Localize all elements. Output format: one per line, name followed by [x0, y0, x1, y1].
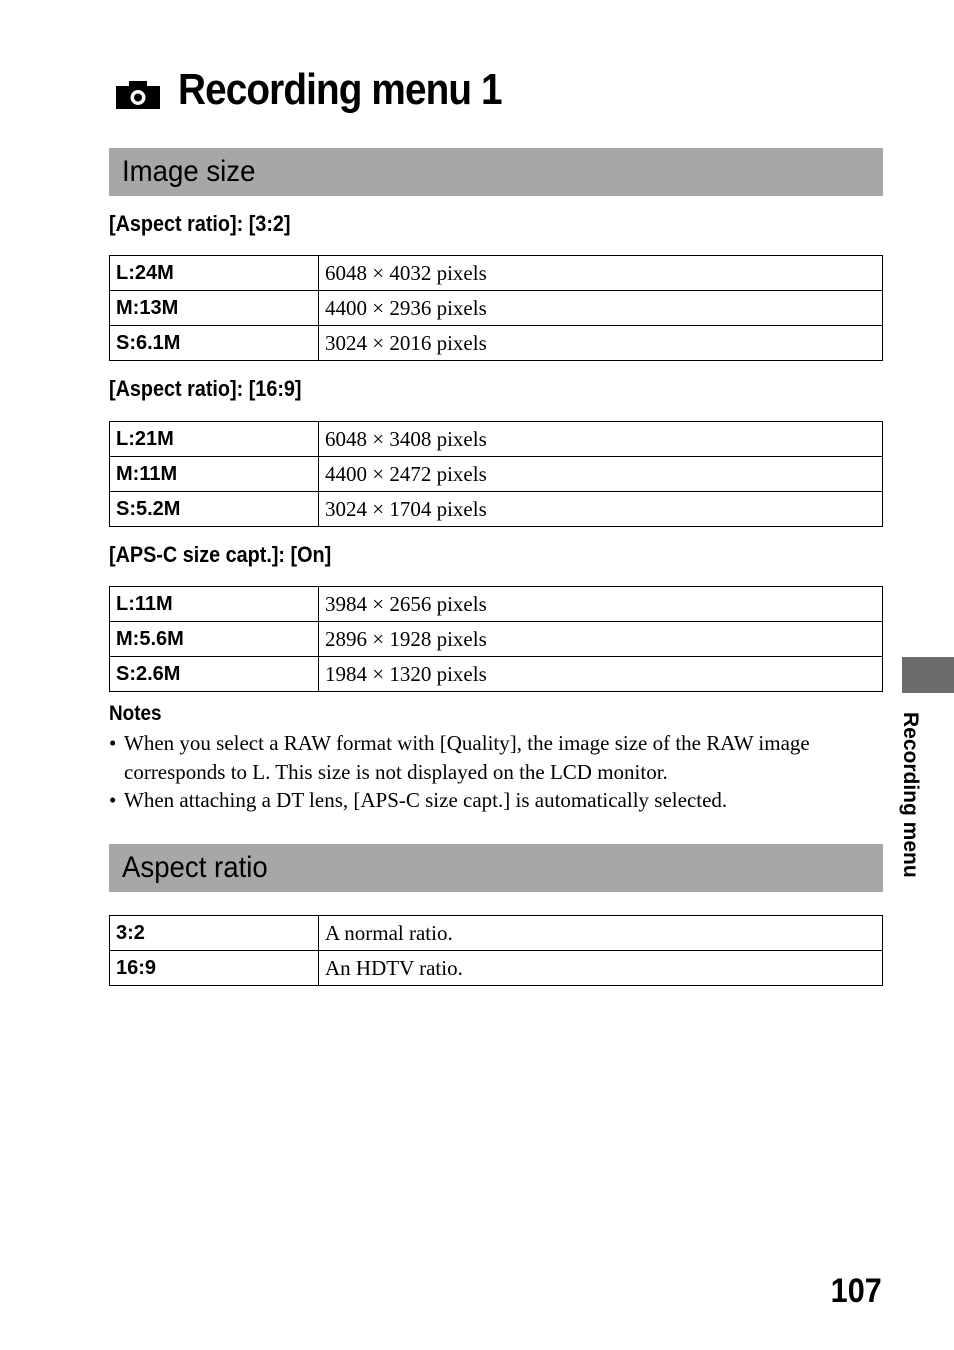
table-row — [110, 657, 883, 692]
ratio-value: A normal ratio. — [319, 916, 883, 951]
group-label: [Aspect ratio]: [3:2] — [109, 211, 291, 236]
table-row — [110, 951, 883, 986]
side-label-text: Recording menu — [899, 712, 922, 878]
table-row — [110, 256, 883, 291]
page-number: 107 — [830, 1272, 882, 1310]
notes-list — [109, 729, 869, 815]
size-key: S:2.6M — [110, 657, 319, 692]
size-value: 3024 × 2016 pixels — [319, 326, 883, 361]
group-label: [APS-C size capt.]: [On] — [109, 542, 332, 567]
size-key: M:5.6M — [110, 622, 319, 657]
table-row — [110, 587, 883, 622]
side-label — [896, 712, 922, 912]
ratio-value: An HDTV ratio. — [319, 951, 883, 986]
size-value: 2896 × 1928 pixels — [319, 622, 883, 657]
size-value: 3984 × 2656 pixels — [319, 587, 883, 622]
size-value: 6048 × 4032 pixels — [319, 256, 883, 291]
chapter-tab — [902, 657, 954, 693]
size-key: L:11M — [110, 587, 319, 622]
size-key: M:13M — [110, 291, 319, 326]
table-row — [110, 291, 883, 326]
camera-icon — [116, 79, 160, 109]
aspect-ratio-table — [109, 915, 883, 986]
ratio-key: 3:2 — [110, 916, 319, 951]
page-title: Recording menu 1 — [178, 65, 502, 114]
note-item: • When you select a RAW format with [Quality], the image size of the RAW image corresponds to L. This size is not displayed on the LCD monitor. — [109, 729, 869, 786]
size-key: L:24M — [110, 256, 319, 291]
notes-heading: Notes — [109, 702, 162, 725]
image-size-table-3-2 — [109, 255, 883, 361]
section-heading: Image size — [122, 155, 256, 188]
size-key: L:21M — [110, 422, 319, 457]
size-value: 4400 × 2936 pixels — [319, 291, 883, 326]
size-key: M:11M — [110, 457, 319, 492]
ratio-key: 16:9 — [110, 951, 319, 986]
image-size-table-aps-c — [109, 586, 883, 692]
table-row — [110, 916, 883, 951]
table-row — [110, 492, 883, 527]
page-title-row — [116, 62, 546, 118]
table-row — [110, 422, 883, 457]
table-row — [110, 457, 883, 492]
section-heading: Aspect ratio — [122, 851, 268, 884]
table-row — [110, 622, 883, 657]
size-value: 4400 × 2472 pixels — [319, 457, 883, 492]
size-value: 6048 × 3408 pixels — [319, 422, 883, 457]
size-key: S:6.1M — [110, 326, 319, 361]
size-key: S:5.2M — [110, 492, 319, 527]
table-row — [110, 326, 883, 361]
group-label: [Aspect ratio]: [16:9] — [109, 376, 302, 401]
section-bar-image-size — [109, 148, 883, 196]
section-bar-aspect-ratio — [109, 844, 883, 892]
image-size-table-16-9 — [109, 421, 883, 527]
note-item: • When attaching a DT lens, [APS-C size capt.] is automatically selected. — [109, 786, 869, 815]
size-value: 1984 × 1320 pixels — [319, 657, 883, 692]
size-value: 3024 × 1704 pixels — [319, 492, 883, 527]
